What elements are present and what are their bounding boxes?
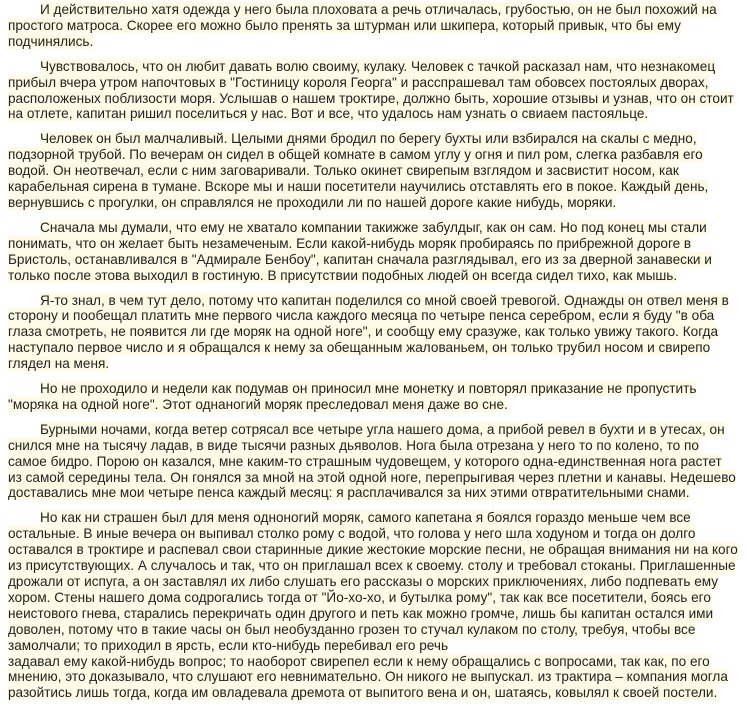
paragraph-2 xyxy=(8,59,738,123)
paragraph-9-text: задавал ему какой-нибудь вопрос; то наоборот свирепел если к нему обращались с вопросами, так как, по его мнению, это доказывало, что слушают его невнимательно. Он никого не выпускал. из трактира – компания могла разойтись лишь тогда, когда им овладевала дремота от выпитого вена и он, шатаясь, ковылял к своей постели. xyxy=(8,653,728,701)
paragraph-9 xyxy=(8,654,738,702)
paragraph-2-text: Чувствовалось, что он любит давать волю своиму, кулаку. Человек с тачкой расказал нам, что незнакомец прибыл вчера утром напочтовых в "Гостиницу короля Георга" и расспрашевал там обовсех постоялых дворах, расположеных поблизости моря. Услышав о нашем троктире, должно быть, хорошие отзывы и узнав, что он стоит на отлете, капитан ришил поселиться у нас. Вот и все, что удалось нам узнать о свиаем пастояльце. xyxy=(8,58,734,122)
paragraph-8-text: Но как ни страшен был для меня одноногий моряк, самого капетана я боялся гораздо меньше чем все остальные. В иные вечера он выпивал столко рому с водой, что голова у него шла ходуном и тогда он долго оставался в троктире и распевал свои старинные дикие жестокие морские песни, не обращая внимания ни на кого из присутствующих. А случалось и так, что он приглашал всех к своему. столу и требовал стоканы. Приглашенные дрожали от испуга, а он заставлял их либо слушать его рассказы о морских приключениях, либо подпевать ему хором. Стены нашего дома содрогались тогда от "Йо-хо-хо, и бутылка рому", так как все посетители, боясь его неистового гнева, старались перекричать один другого и петь как можно громче, лишь бы капитан остался ими доволен, потому что в такие часы он был необузданно грозен то стучал кулаком по столу, требуя, чтобы все замолчали; то приходил в ярсть, если кто-нибудь перебивал его речь xyxy=(8,510,738,653)
paragraph-3-text: Человек он был малчаливый. Целыми днями бродил по берегу бухты или взбирался на скалы с медно, подзорной трубой. По вечерам он сидел в общей комнате в самом углу у огня и пил ром, слегка разбавля его водой. Он неотвечал, если с ним заговаривали. Только окинет свирепым взглядом и засвистит носом, как карабельная сирена в тумане. Вскоре мы и наши посетители научились отставлять его в покое. Каждый день, вернувшись с прогулки, он справлялся не проходили ли по нашей дороге какие нибудь, моряки. xyxy=(8,131,709,210)
paragraph-1 xyxy=(8,2,738,50)
paragraph-7 xyxy=(8,422,738,502)
paragraph-5 xyxy=(8,293,738,373)
paragraph-4-text: Сначала мы думали, что ему не хватало компании такижже забулдыг, как он сам. Но под конец мы стали понимать, что он желает быть незамеченым. Если какой-нибудь моряк пробираясь по прибрежной дороге в Бристоль, останавливался в "Адмирале Бенбоу", капитан сначала разглядывал, его из за дверной занавески и только после этова выходил в гостиную. В присутствии подобных людей он всегда сидел тихо, как мышь. xyxy=(8,219,712,283)
paragraph-1-text: И действительно хатя одежда у него была плоховата а речь отличалась, грубостью, он не был похожий на простого матроса. Скорее его можно было пренять за штурман или шкипера, который привык, что бы ему подчинялись. xyxy=(8,2,717,49)
paragraph-8 xyxy=(8,510,738,653)
paragraph-6 xyxy=(8,381,738,413)
paragraph-7-text: Бурными ночами, когда ветер сотрясал все четыре угла нашего дома, а прибой ревел в бухти и в утесах, он снился мне на тысячу ладав, в виде тысячи разных дьяволов. Нога была отрезана у него то по колено, то по самое бидро. Порою он казался, мне каким-то страшным чудовещем, у которого одна-единственная нога растет из самой середины тела. Он гонялся за мной на этой одной ноге, перепрыгивая через плетни и канавы. Недешево доставались мне мои четыре пенса каждый месяц: я расплачивался за них этими отвратительными снами. xyxy=(8,421,736,501)
paragraph-5-text: Я-то знал, в чем тут дело, потому что капитан поделился со мной своей тревогой. Однажды он отвел меня в сторону и пообещал платить мне первого числа каждого месяца по четыре пенса серебром, если я буду "в оба глаза смотреть, не появится ли где моряк на одной ноге", и сообщу ему сразуже, как только увижу такого. Когда наступало первое число и я обращался к нему за обещанным жалованьем, он только трубил носом и свирепо глядел на меня. xyxy=(8,292,729,372)
paragraph-6-text: Но не проходило и недели как подумав он приносил мне монетку и повторял приказание не пропустить "моряка на одной ноге". Этот однаногий моряк преследовал меня даже во сне. xyxy=(8,381,697,412)
paragraph-4 xyxy=(8,220,738,284)
paragraph-3 xyxy=(8,131,738,211)
